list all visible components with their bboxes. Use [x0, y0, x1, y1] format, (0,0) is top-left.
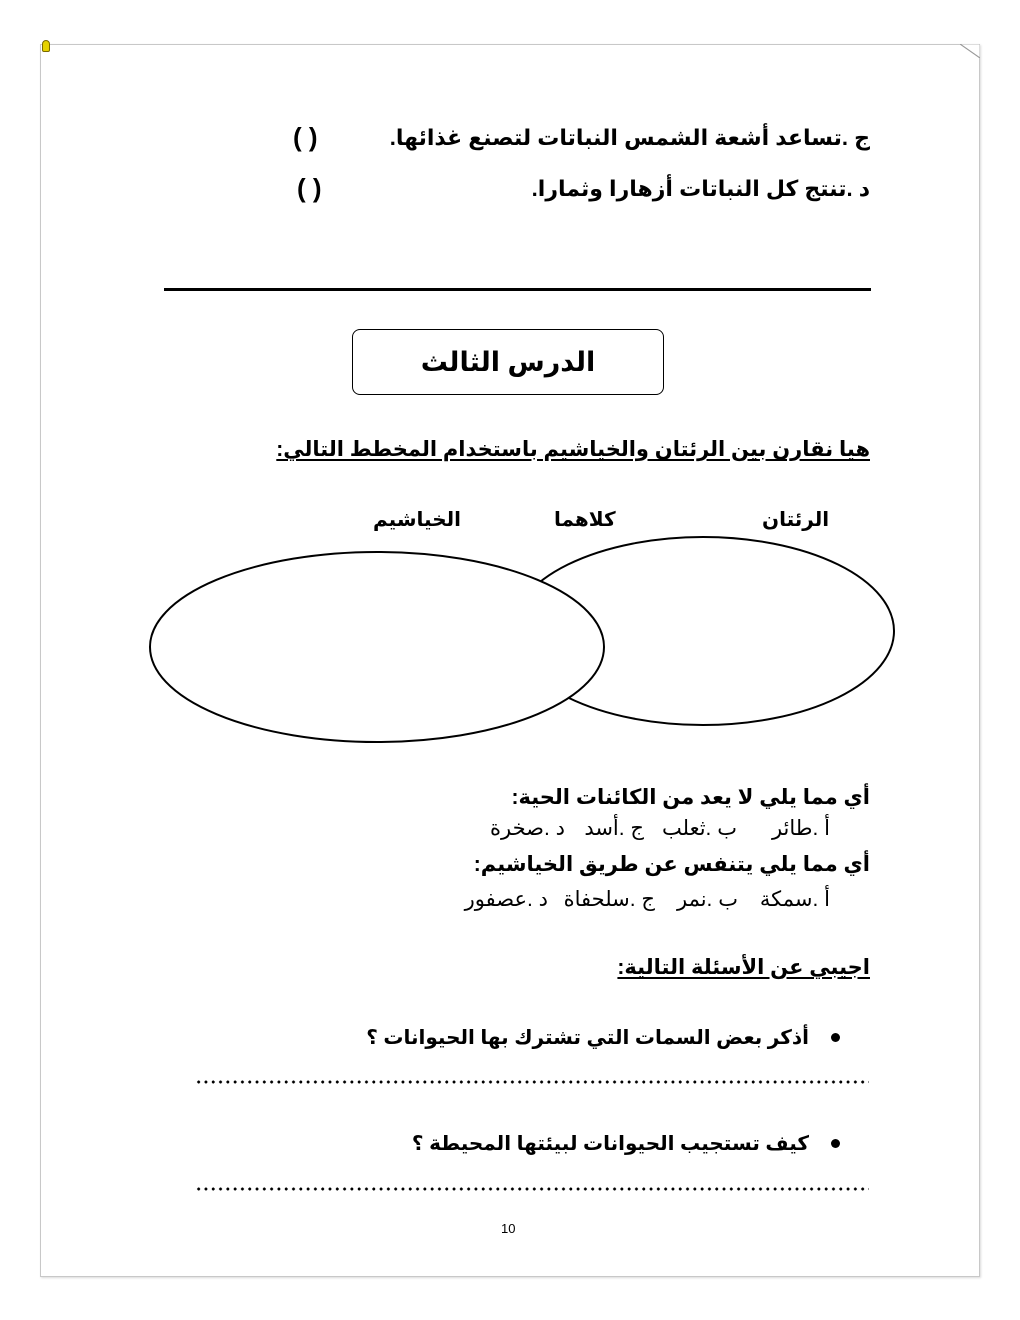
- mcq-1-option-a[interactable]: أ .طائر: [771, 817, 830, 840]
- mcq-question-2: أي مما يلي يتنفس عن طريق الخياشيم:: [473, 853, 870, 876]
- comparison-heading: هيا نقارن بين الرئتان والخياشيم باستخدام المخطط التالي:: [276, 438, 870, 461]
- bullet-icon: [831, 1139, 840, 1148]
- lesson-title: الدرس الثالث: [420, 346, 596, 377]
- mcq-2-option-c[interactable]: ج .سلحفاة: [563, 888, 655, 911]
- mcq-2-option-d[interactable]: د .عصفور: [464, 888, 548, 911]
- section-divider: [164, 288, 871, 291]
- mcq-2-option-b[interactable]: ب .نمر: [676, 888, 738, 911]
- venn-label-both: كلاهما: [554, 509, 616, 531]
- venn-circle-gills[interactable]: [150, 552, 604, 742]
- answer-blank-c[interactable]: ( ): [293, 122, 318, 152]
- open-question-1-text: أذكر بعض السمات التي تشترك بها الحيوانات ؟: [366, 1027, 809, 1049]
- bullet-icon: [831, 1033, 840, 1042]
- open-question-2: [412, 1131, 840, 1156]
- answer-line-2[interactable]: [195, 1187, 869, 1191]
- mcq-1-option-c[interactable]: ج .أسد: [584, 817, 644, 840]
- mcq-1-option-d[interactable]: د .صخرة: [490, 817, 565, 840]
- open-question-1: [366, 1025, 840, 1050]
- mcq-options-1: [400, 816, 830, 842]
- statement-c: ج .تساعد أشعة الشمس النباتات لتصنع غذائها.: [389, 125, 870, 150]
- mcq-options-2: [380, 887, 830, 913]
- page-corner-fold-icon: [960, 44, 980, 58]
- open-question-2-text: كيف تستجيب الحيوانات لبيئتها المحيطة ؟: [411, 1133, 809, 1155]
- answer-blank-d[interactable]: ( ): [297, 173, 322, 203]
- venn-label-lungs: الرئتان: [762, 509, 830, 531]
- page-number: 10: [501, 1221, 516, 1236]
- mcq-question-1: أي مما يلي لا يعد من الكائنات الحية:: [511, 786, 870, 809]
- answer-line-1[interactable]: [195, 1080, 869, 1084]
- statement-d: د .تنتج كل النباتات أزهارا وثمارا.: [531, 176, 870, 201]
- venn-diagram[interactable]: [145, 532, 905, 748]
- open-questions-heading: اجيبي عن الأسئلة التالية:: [617, 956, 870, 979]
- venn-label-gills: الخياشيم: [373, 509, 461, 531]
- mcq-1-option-b[interactable]: ب .ثعلب: [662, 817, 737, 840]
- lesson-title-box: [352, 329, 664, 395]
- annotation-marker-icon[interactable]: [42, 40, 50, 52]
- mcq-2-option-a[interactable]: أ .سمكة: [759, 888, 830, 911]
